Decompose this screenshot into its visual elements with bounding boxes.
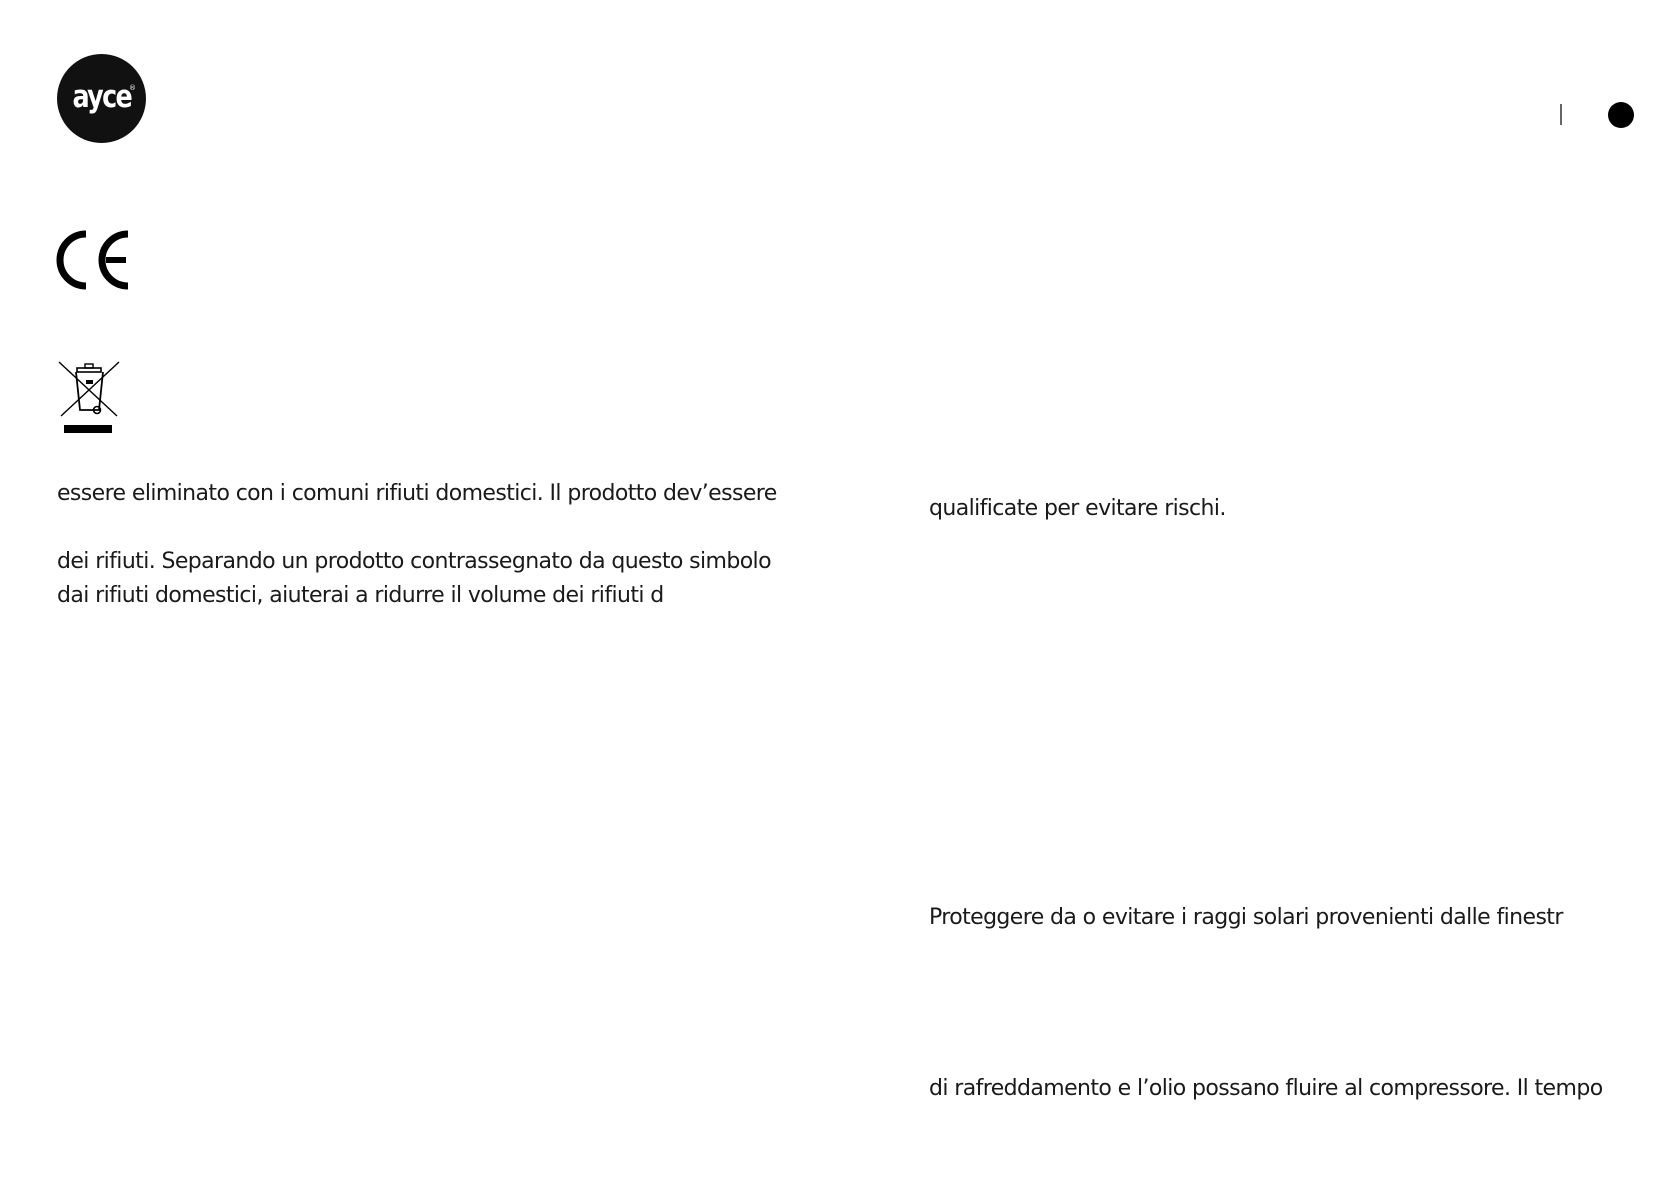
filled-dot-icon [1608, 102, 1634, 128]
right-text-line-2: Proteggere da o evitare i raggi solari provenienti dalle finestr [929, 905, 1563, 930]
logo-registered-mark: ® [129, 84, 136, 92]
left-text-line-2: dei rifiuti. Separando un prodotto contrassegnato da questo simbolo [57, 549, 771, 574]
left-text-line-3: dai rifiuti domestici, aiuterai a ridurre il volume dei rifiuti d [57, 583, 664, 608]
logo-text: ayce [72, 78, 131, 115]
right-text-line-3: di rafreddamento e l’olio possano fluire al compressore. Il tempo [929, 1076, 1603, 1101]
page-separator [1560, 104, 1562, 125]
crossed-out-wheelie-bin-icon [57, 360, 123, 434]
left-text-line-1: essere eliminato con i comuni rifiuti domestici. Il prodotto dev’essere [57, 481, 777, 506]
brand-logo [57, 54, 146, 143]
ce-marking-icon [56, 230, 134, 290]
right-text-line-1: qualificate per evitare rischi. [929, 496, 1226, 521]
